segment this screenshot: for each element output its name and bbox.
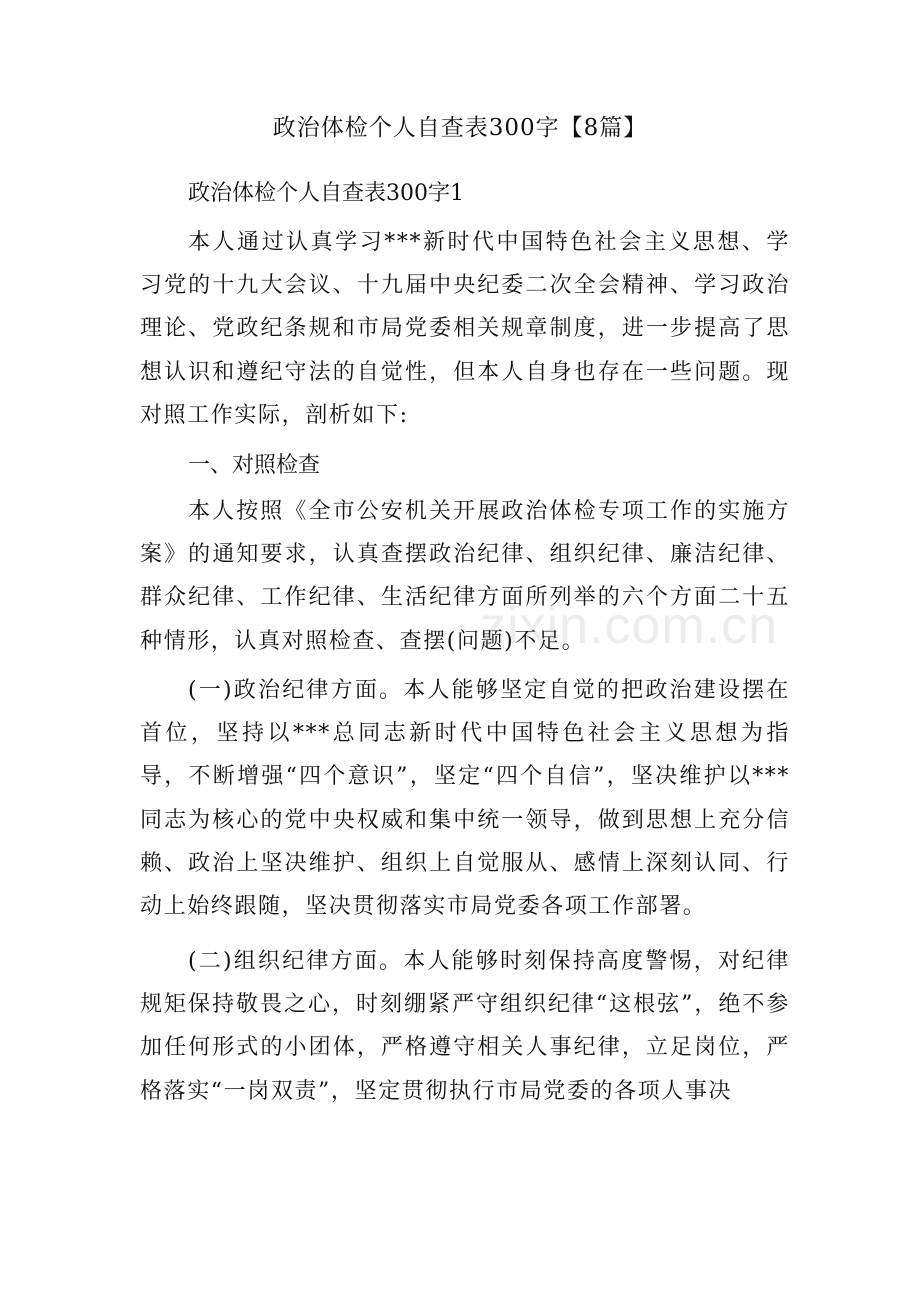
paragraph-organization-discipline: (二)组织纪律方面。本人能够时刻保持高度警惕，对纪律规矩保持敬畏之心，时刻绷紧严守组织纪律“这根弦”，绝不参加任何形式的小团体，严格遵守相关人事纪律，立足岗位，严格落实“一岗双责”，坚定贯彻执行市局党委的各项人事决 — [140, 949, 790, 1104]
paragraph-intro: 本人通过认真学习***新时代中国特色社会主义思想、学习党的十九大会议、十九届中央纪委二次全会精神、学习政治理论、党政纪条规和市局党委相关规章制度，进一步提高了思想认识和遵纪守法的自觉性，但本人自身也存在一些问题。现对照工作实际，剖析如下: — [140, 230, 790, 428]
heading-comparison-check: 一、对照检查 — [188, 453, 321, 478]
section-title: 政治体检个人自查表300字1 — [188, 181, 464, 206]
watermark-text: zixin.com.cn — [480, 597, 779, 655]
paragraph-check: 本人按照《全市公安机关开展政治体检专项工作的实施方案》的通知要求，认真查摆政治纪律、组织纪律、廉洁纪律、群众纪律、工作纪律、生活纪律方面所列举的六个方面二十五种情形，认真对照检查、查摆(问题)不足。 — [140, 499, 790, 654]
document-title: 政治体检个人自查表300字【8篇】 — [272, 115, 648, 141]
paragraph-political-discipline: (一)政治纪律方面。本人能够坚定自觉的把政治建设摆在首位，坚持以***总同志新时代中国特色社会主义思想为指导，不断增强“四个意识”，坚定“四个自信”，坚决维护以***同志为核心的党中央权威和集中统一领导，做到思想上充分信赖、政治上坚决维护、组织上自觉服从、感情上深刻认同、行动上始终跟随，坚决贯彻落实市局党委各项工作部署。 — [140, 678, 790, 920]
